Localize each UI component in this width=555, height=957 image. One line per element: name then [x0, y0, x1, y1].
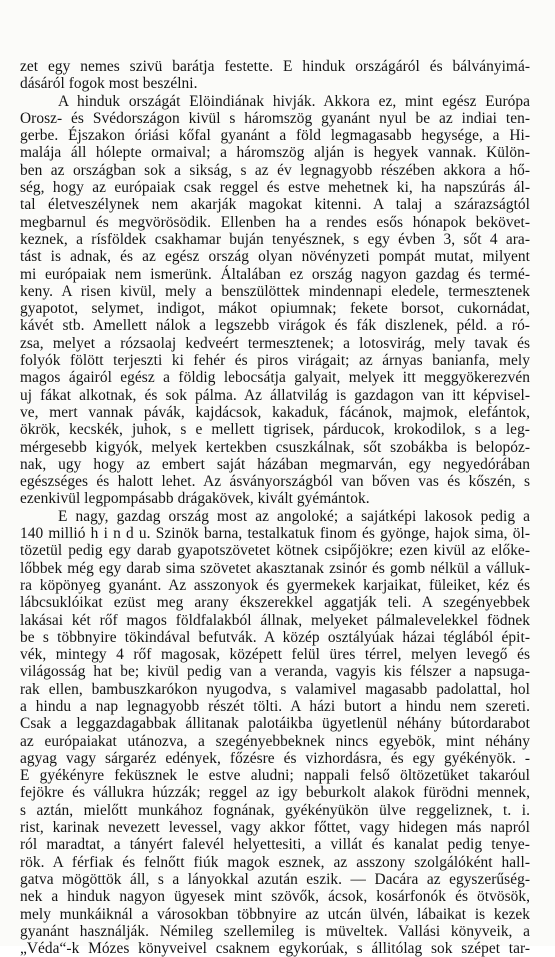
text-line: zsa, melyet a rózsaolaj kedveért termesztenek; a lotosvirág, mely tavak és [20, 334, 530, 352]
text-line: tözetül pedig egy darab gyapotszövetet kötnek csipőjökre; ezen kivül az előke- [20, 542, 530, 560]
text-line: keznek, a rísföldek csakhamar buján tenyésznek, s egy évben 3, sőt 4 ara- [20, 230, 530, 248]
text-line: Csak a leggazdagabbak állitanak palotáikba ügyetlenül néhány bútordarabot [20, 715, 530, 733]
text-line: E gyékényre feküsznek le estve aludni; nappali felső öltözetüket takaróul [20, 767, 530, 785]
text-line: lakásai két rőf magos földfalakból állnak, melyeket pálmalevelekkel födnek [20, 611, 530, 629]
text-line: rök. A férfiak és felnőtt fiúk magok esznek, az asszony szolgálóként hall- [20, 853, 530, 871]
text-line: gatva mögöttök áll, s a lányokkal azután eszik. — Dacára az egyszerűség- [20, 870, 530, 888]
text-line: mely munkáiknál a városokban többnyire az utcán ülvén, lábaikat is kezek [20, 905, 530, 923]
text-line: ség, hogy az európaiak csak reggel és estve mehetnek ki, ha napszúrás ál- [20, 179, 530, 197]
text-line: „Véda“-k Mózes könyveivel csaknem egykorúak, s állitólag sok szépet tar- [20, 940, 530, 957]
text-line: fejökre és vállukra húzzák; reggel az igy beburkolt alakok fürödni mennek, [20, 784, 530, 802]
text-line: folyók fölött terjeszti ki fehér és piros virágait; az árnyas banianfa, mely [20, 352, 530, 370]
text-line: ra köpönyeg gyanánt. Az asszonyok és gyermekek karjaikat, füleiket, kéz és [20, 576, 530, 594]
text-line: ról maradtat, a tányért falevél helyettesiti, a villát és kanalat pedig tenye- [20, 836, 530, 854]
text-line: Orosz- és Svédországon kivül s háromszög gyanánt nyul be az indiai ten- [20, 109, 530, 127]
text-line: malája áll hólepte ormaival; a háromszög alján is hegyek vannak. Külön- [20, 144, 530, 162]
text-line: nak, ugy hogy az embert saját házában megmarván, egy negyedórában [20, 455, 530, 473]
text-line: be s többnyire tökindával befutvák. A közép osztályúak házai téglából épit- [20, 628, 530, 646]
text-line: vék, mintegy 4 rőf magosak, középett felül üres térrel, melyen levegő és [20, 646, 530, 664]
text-line: megbarnul és megvörösödik. Ellenben ha a rendes esős hónapok bekövet- [20, 213, 530, 231]
text-line: E nagy, gazdag ország most az angoloké; a sajátképi lakosok pedig a [58, 507, 530, 525]
text-line: zet egy nemes szivü barátja festette. E hinduk országáról és bálványimá- [20, 58, 530, 75]
text-line: agyag vagy sárgaréz edények, főzésre és vizhordásra, és egy gyékényök. - [20, 749, 530, 767]
text-line: ben az országban sok a sikság, s az év legnagyobb részében akkora a hő- [20, 161, 530, 179]
text-line: A hinduk országát Elöindiának hivják. Akkora ez, mint egész Európa [58, 92, 530, 110]
text-line: ve, mert vannak pávák, kajdácsok, kakaduk, fácánok, majmok, elefántok, [20, 403, 530, 421]
text-line: az európaiakat utánozva, a szegényebbeknek nincs egyebök, mint néhány [20, 732, 530, 750]
text-line: tal életveszélynek nem akarják magokat kitenni. A talaj a szárazságtól [20, 196, 530, 214]
text-line: mi európaiak nem ismerünk. Általában ez ország nagyon gazdag és termé- [20, 265, 530, 283]
text-line: gyanánt használják. Némileg szellemileg is müveltek. Vallási könyveik, a [20, 922, 530, 940]
text-line: lábcsuklóikat ezüst meg arany ékszerekkel aggatják teli. A szegényebbek [20, 594, 530, 612]
text-line: uj fákat alkotnak, és sok pálma. Az állatvilág is gazdagon van itt képvisel- [20, 386, 530, 404]
text-line: gerbe. Éjszakon óriási kőfal gyanánt a föld legmagasabb hegysége, a Hi- [20, 127, 530, 145]
text-line: rak ellen, bambuszkarókon nyugodva, s valamivel magasabb padolattal, hol [20, 680, 530, 698]
text-line: gyapotot, selymet, indigot, mákot opiumnak; fekete borsot, cukornádat, [20, 300, 530, 318]
text-line: tást is adnak, és az egész ország olyan növényzeti pompát mutat, milyent [20, 248, 530, 266]
text-line: lőbbek még egy darab sima szövetet akasztanak zsinór és gomb nélkül a válluk- [20, 559, 530, 577]
text-line: kávét stb. Amellett nálok a legszebb virágok és fák diszlenek, péld. a ró- [20, 317, 530, 335]
text-line: rist, karinak nevezett levessel, vagy akkor főttet, vagy hidegen más napról [20, 819, 530, 837]
body-text [20, 58, 530, 957]
text-line: dásáról fogok most beszélni. [20, 75, 198, 93]
text-line: a hindu a nap legnagyobb részét tölti. A házi butort a hindu nem szereti. [20, 697, 530, 715]
text-line: világosság hat be; kivül pedig van a veranda, vagyis kis félszer a napsuga- [20, 663, 530, 681]
text-line: 140 millió h i n d u. Szinök barna, testalkatuk finom és gyönge, hajok sima, öl- [20, 525, 530, 543]
text-line: ökrök, kecskék, juhok, s e mellett tigrisek, párducok, krokodilok, s a leg- [20, 421, 530, 439]
text-line: mérgesebb kigyók, melyek kertekben csuszkálnak, sőt szobákba is belopóz- [20, 438, 530, 456]
text-line: magos ágairól egész a földig lebocsátja galyait, melyek itt meggyökerezvén [20, 369, 530, 387]
text-line: s aztán, mielőtt munkához fognának, gyékényükön ülve reggeliznek, t. i. [20, 801, 530, 819]
text-line: keny. A risen kivül, mely a benszülöttek mindennapi eledele, termesztenek [20, 282, 530, 300]
text-line: nek a hinduk nagyon ügyesek mint szövők, ácsok, kosárfonók és ötvösök, [20, 888, 530, 906]
text-line: egészséges és halott lehet. Az ásványországból van bőven vas és kőszén, s [20, 473, 530, 491]
text-line: ezenkivül legpompásabb drágakövek, kivált gyémántok. [20, 490, 370, 508]
